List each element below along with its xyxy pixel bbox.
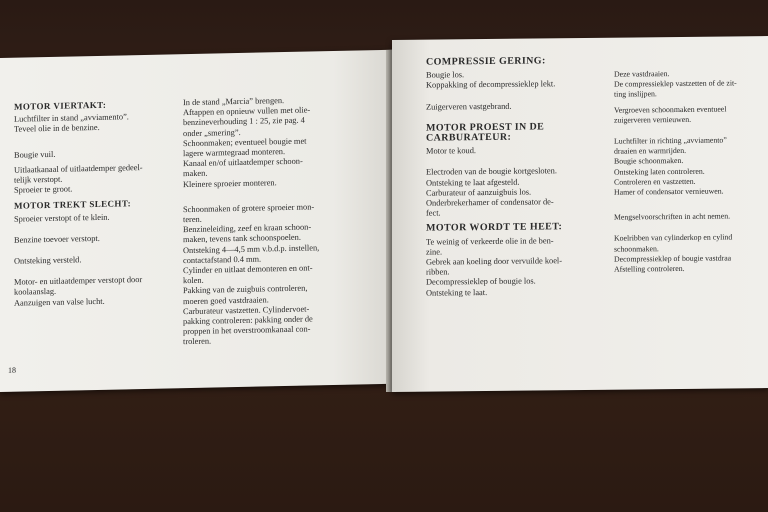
remedy-line: Vergroeven schoonmaken eventueel zuigerveren vernieuwen. <box>614 104 727 125</box>
remedy-line: Koelribben van cylinderkop en cylind schoonmaken. <box>614 232 733 254</box>
problem-line: Decompressieklep of bougie los. <box>426 276 536 288</box>
remedy-line: Deze vastdraaien. <box>614 69 670 79</box>
remedy-line: Pakking van de zuigbuis controleren, moeren goed vastdraaien. <box>183 284 308 306</box>
problem-line: Gebrek aan koeling door vervuilde koel- ribben. <box>426 256 563 277</box>
remedy-line: Kleinere sproeier monteren. <box>183 177 277 189</box>
problem-line: Carburateur of aanzuigbuis los. <box>426 187 532 198</box>
problem-line: Bougie los. <box>426 70 465 80</box>
problem-line: Ontsteking te laat afgesteld. <box>426 177 520 188</box>
heading-compressie-gering: COMPRESSIE GERING: <box>426 55 546 68</box>
remedy-line: Afstelling controleren. <box>614 263 685 274</box>
problem-line: Onderbrekerhamer of condensator de- fect. <box>426 197 554 218</box>
problem-line: Teveel olie in de benzine. <box>14 123 100 135</box>
remedy-line: Ontsteking 4—4,5 mm v.b.d.p. instellen, contactafstand 0.4 mm. <box>183 242 320 266</box>
remedy-line: In de stand „Marcia” brengen. Aftappen en opnieuw vullen met olie- benzineverhouding 1 : 25, zie pag. 4 onder „smering”. <box>183 96 311 138</box>
remedy-line: Decompressieklep of bougie vastdraa <box>614 253 732 264</box>
remedy-line: Controleren en vastzetten. <box>614 176 696 187</box>
heading-motor-wordt-te-heet: MOTOR WORDT TE HEET: <box>426 221 563 235</box>
remedy-line: Schoonmaken of grotere sproeier mon- teren. <box>183 202 315 225</box>
problem-line: Electroden van de bougie kortgesloten. <box>426 166 557 178</box>
problem-line: Zuigerveren vastgebrand. <box>426 101 512 112</box>
left-page <box>0 50 392 392</box>
problem-line: Ontsteking versteld. <box>14 255 82 266</box>
problem-line: Benzine toevoer verstopt. <box>14 233 100 245</box>
heading-motor-proest: MOTOR PROEST IN DE CARBURATEUR: <box>426 121 545 144</box>
problem-line: Te weinig of verkeerde olie in de ben- zine. <box>426 235 554 257</box>
remedy-line: Hamer of condensator vernieuwen. <box>614 186 724 197</box>
problem-line: Bougie vuil. <box>14 149 56 160</box>
remedy-line: Ontsteking laten controleren. <box>614 166 705 177</box>
right-remedies-column <box>614 68 766 275</box>
problem-line: Luchtfilter in stand „avviamento”. <box>14 112 129 124</box>
remedy-line: Cylinder en uitlaat demonteren en ont- kolen. <box>183 263 313 286</box>
remedy-line: Bougie schoonmaken. <box>614 156 684 167</box>
heading-motor-viertakt: MOTOR VIERTAKT: <box>14 99 107 112</box>
remedy-line: Luchtfilter in richting „avviamento” draaien en warmrijden. <box>614 135 727 156</box>
right-page <box>392 36 768 392</box>
problem-line: Sproeier verstopt of te klein. <box>14 212 110 224</box>
remedy-line: Schoonmaken; eventueel bougie met lagere warmtegraad monteren. <box>183 136 307 159</box>
remedy-line: Kanaal en/of uitlaatdemper schoon- maken. <box>183 156 303 179</box>
remedy-line: Mengselvoorschriften in acht nemen. <box>614 211 731 222</box>
page-number: 18 <box>8 365 16 375</box>
remedy-line: Carburateur vastzetten. Cylindervoet- pakking controleren: pakking onder de proppen in het overstroomkanaal con- troleren. <box>183 304 313 347</box>
heading-motor-trekt-slecht: MOTOR TREKT SLECHT: <box>14 198 131 212</box>
problem-line: Motor- en uitlaatdemper verstopt door koolaanslag. <box>14 275 143 298</box>
problem-line: Uitlaatkanaal of uitlaatdemper gedeel- telijk verstopt. <box>14 162 143 185</box>
problem-line: Ontsteking te laat. <box>426 287 488 298</box>
left-problems-column <box>14 99 164 314</box>
problem-line: Motor te koud. <box>426 146 477 156</box>
remedy-line: Benzineleiding, zeef en kraan schoon- maken, tevens tank schoonspoelen. <box>183 222 312 245</box>
right-problems-column <box>426 56 604 299</box>
remedy-line: De compressieklep vastzetten of de zit- ting inslijpen. <box>614 78 737 100</box>
left-remedies-column <box>183 95 343 348</box>
problem-line: Aanzuigen van valse lucht. <box>14 296 105 308</box>
problem-line: Koppakking of decompressieklep lekt. <box>426 79 556 91</box>
problem-line: Sproeier te groot. <box>14 184 73 195</box>
